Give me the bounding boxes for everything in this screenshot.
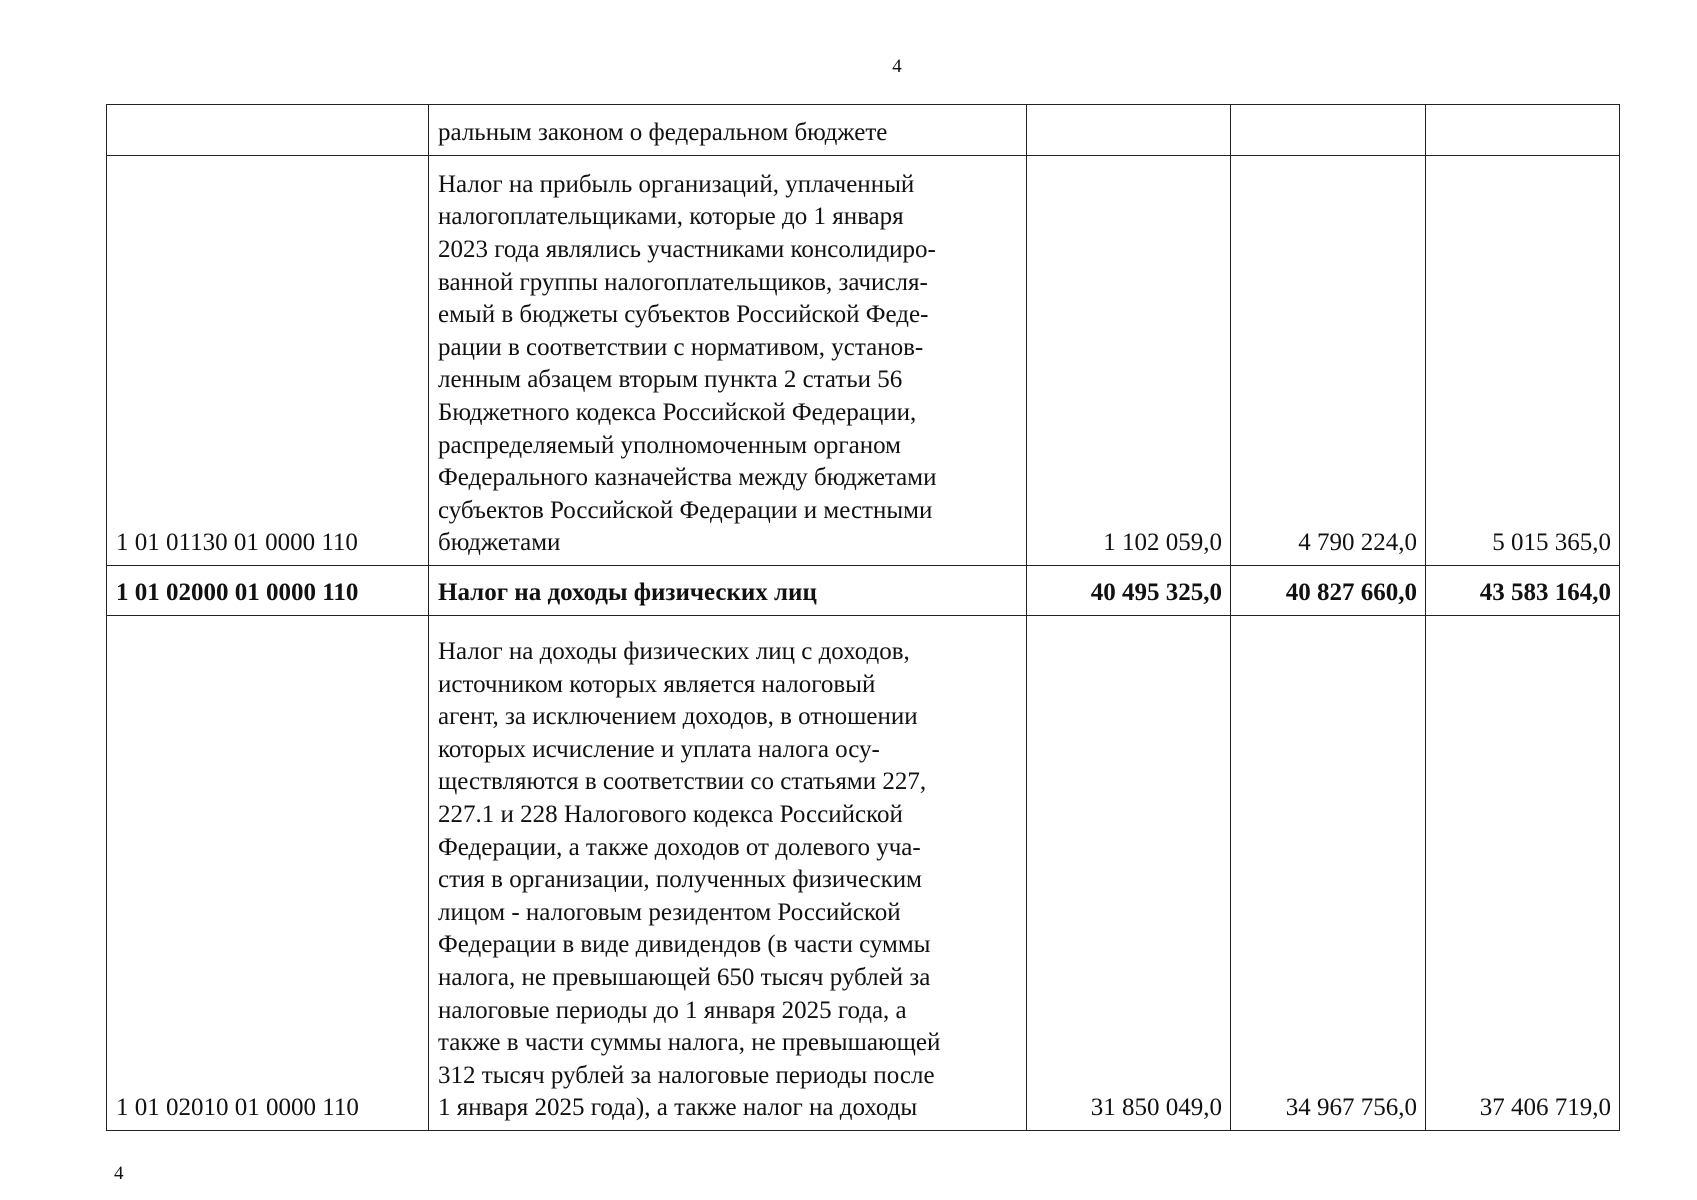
- text-line: бюджетами: [438, 529, 561, 557]
- budget-code-cell: 1 01 01130 01 0000 110: [107, 156, 429, 566]
- revenue-name-cell: [429, 616, 1027, 1131]
- text-line: распределяемый уполномоченным органом: [438, 431, 901, 459]
- text-line: рации в соответствии с нормативом, установ-: [438, 333, 924, 361]
- amount-cell-3: 5 015 365,0: [1426, 156, 1620, 566]
- table-row-total: [107, 566, 1620, 616]
- amount-cell-3: [1426, 105, 1620, 156]
- budget-code-cell: 1 01 02010 01 0000 110: [107, 616, 429, 1131]
- text-line: Налог на доходы физических лиц: [438, 579, 817, 607]
- budget-code-cell: [107, 105, 429, 156]
- text-line: лицом - налоговым резидентом Российской: [438, 898, 901, 926]
- revenue-name-cell: [429, 566, 1027, 616]
- text-line: Федерации в виде дивидендов (в части суммы: [438, 931, 931, 959]
- text-line: ществляются в соответствии со статьями 227,: [438, 768, 927, 796]
- text-line: Налог на доходы физических лиц с доходов,: [438, 638, 910, 666]
- amount-cell-1: 40 495 325,0: [1027, 566, 1231, 616]
- text-line: агент, за исключением доходов, в отношении: [438, 703, 918, 731]
- amount-cell-1: 31 850 049,0: [1027, 616, 1231, 1131]
- text-line: налоговые периоды до 1 января 2025 года, а: [438, 996, 907, 1024]
- text-line: 312 тысяч рублей за налоговые периоды после: [438, 1061, 935, 1089]
- amount-cell-2: 40 827 660,0: [1231, 566, 1426, 616]
- amount-cell-2: [1231, 105, 1426, 156]
- text-line: 2023 года являлись участниками консолидиро-: [438, 236, 936, 264]
- revenue-name-cell: [429, 156, 1027, 566]
- text-line: налогоплательщиками, которые до 1 января: [438, 203, 904, 231]
- amount-cell-1: 1 102 059,0: [1027, 156, 1231, 566]
- table-row: [107, 616, 1620, 1131]
- table-row: [107, 156, 1620, 566]
- text-line: ленным абзацем вторым пункта 2 статьи 56: [438, 366, 903, 394]
- text-line: субъектов Российской Федерации и местными: [438, 496, 933, 524]
- budget-revenue-table: [106, 104, 1620, 1131]
- text-line: 227.1 и 228 Налогового кодекса Российской: [438, 801, 903, 829]
- text-line: ванной группы налогоплательщиков, зачисля-: [438, 268, 928, 296]
- text-line: емый в бюджеты субъектов Российской Феде-: [438, 301, 929, 329]
- amount-cell-3: 43 583 164,0: [1426, 566, 1620, 616]
- text-line: также в части суммы налога, не превышающей: [438, 1029, 941, 1057]
- text-line: ральным законом о федеральном бюджете: [438, 119, 888, 147]
- text-line: Федерации, а также доходов от долевого уча-: [438, 833, 921, 861]
- text-line: Федерального казначейства между бюджетами: [438, 464, 937, 492]
- amount-cell-1: [1027, 105, 1231, 156]
- text-line: налога, не превышающей 650 тысяч рублей за: [438, 964, 931, 992]
- amount-cell-3: 37 406 719,0: [1426, 616, 1620, 1131]
- budget-code-cell: 1 01 02000 01 0000 110: [107, 566, 429, 616]
- page-number-top: 4: [892, 56, 902, 77]
- revenue-name-cell: [429, 105, 1027, 156]
- text-line: Налог на прибыль организаций, уплаченный: [438, 170, 915, 198]
- text-line: Бюджетного кодекса Российской Федерации,: [438, 399, 917, 427]
- text-line: источником которых является налоговый: [438, 670, 876, 698]
- page-number-bottom: 4: [114, 1163, 124, 1184]
- amount-cell-2: 34 967 756,0: [1231, 616, 1426, 1131]
- text-line: 1 января 2025 года), а также налог на доходы: [438, 1094, 918, 1122]
- table-row: [107, 105, 1620, 156]
- text-line: стия в организации, полученных физическим: [438, 866, 922, 894]
- amount-cell-2: 4 790 224,0: [1231, 156, 1426, 566]
- text-line: которых исчисление и уплата налога осу-: [438, 735, 880, 763]
